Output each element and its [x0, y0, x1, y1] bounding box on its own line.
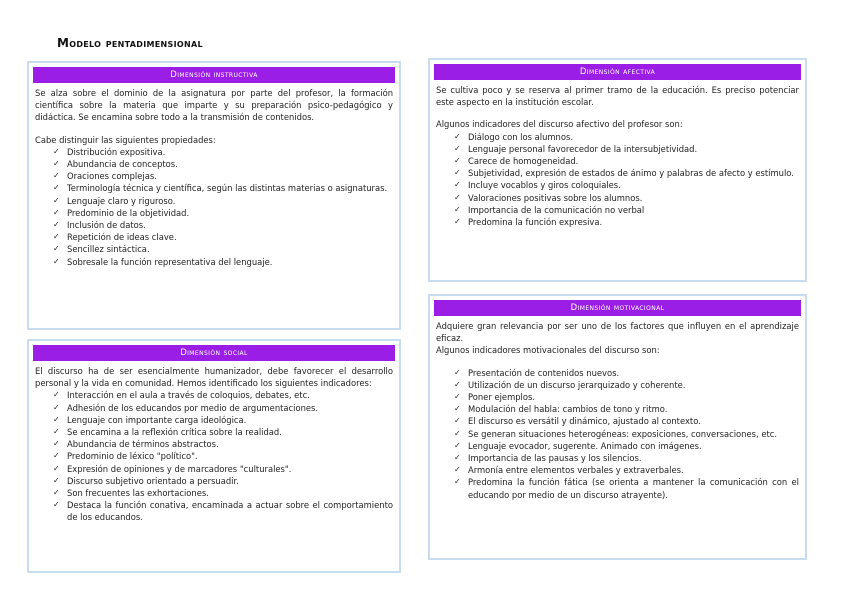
- intro-text: Se alza sobre el dominio de la asignatura por parte del profesor, la formación científica sobre la materia que imparte y su preparación psico-pedagógico y didáctica. Se encamina sobre todo a la transmisión de contenidos.: [35, 88, 393, 123]
- list-item: ✓ Repetición de ideas clave.: [53, 231, 393, 243]
- list-item: ✓ Discurso subjetivo orientado a persuadir.: [53, 475, 393, 487]
- card-instructiva: [27, 61, 401, 330]
- list-item: ✓ Lenguaje personal favorecedor de la intersubjetividad.: [454, 143, 799, 155]
- lead-text: Algunos indicadores del discurso afectivo del profesor son:: [436, 119, 683, 130]
- card-afectiva: [428, 58, 807, 282]
- list-item: ✓ Predomina la función fática (se orienta a mantener la comunicación con el educando por medio de un discurso atrayente).: [454, 476, 799, 500]
- intro-text: El discurso ha de ser esencialmente humanizador, debe favorecer el desarrollo personal y la vida en comunidad. Hemos identificado los siguientes indicadores:: [35, 366, 393, 389]
- list-item: ✓ Armonía entre elementos verbales y extraverbales.: [454, 464, 799, 476]
- list-item: ✓ Destaca la función conativa, encaminada a actuar sobre el comportamiento de los educandos.: [53, 499, 393, 523]
- card-body-motivacional: [430, 316, 805, 501]
- checklist-afectiva: [436, 131, 799, 229]
- list-item: ✓ Lenguaje claro y riguroso.: [53, 195, 393, 207]
- list-item: ✓ Adhesión de los educandos por medio de argumentaciones.: [53, 402, 393, 414]
- list-item: ✓ Incluye vocablos y giros coloquiales.: [454, 179, 799, 191]
- list-item: ✓ Valoraciones positivas sobre los alumnos.: [454, 192, 799, 204]
- list-item: ✓ Oraciones complejas.: [53, 170, 393, 182]
- list-item: ✓ Terminología técnica y científica, según las distintas materias o asignaturas.: [53, 182, 393, 194]
- list-item: ✓ Importancia de la comunicación no verbal: [454, 204, 799, 216]
- card-body-afectiva: [430, 80, 805, 228]
- list-item: ✓ Poner ejemplos.: [454, 391, 799, 403]
- checklist-motivacional: [436, 367, 799, 501]
- checklist-social: [35, 389, 393, 523]
- card-body-instructiva: [29, 83, 399, 268]
- card-header-social: Dimensión social: [33, 345, 395, 361]
- checklist-instructiva: [35, 146, 393, 268]
- list-item: ✓ Expresión de opiniones y de marcadores "culturales".: [53, 463, 393, 475]
- list-item: ✓ Predomina la función expresiva.: [454, 216, 799, 228]
- list-item: ✓ Predominio de léxico "político".: [53, 450, 393, 462]
- list-item: ✓ Se generan situaciones heterogéneas: exposiciones, conversaciones, etc.: [454, 428, 799, 440]
- list-item: ✓ Diálogo con los alumnos.: [454, 131, 799, 143]
- card-social: [27, 339, 401, 573]
- list-item: ✓ Se encamina a la reflexión crítica sobre la realidad.: [53, 426, 393, 438]
- list-item: ✓ Abundancia de términos abstractos.: [53, 438, 393, 450]
- card-header-afectiva: Dimensión afectiva: [434, 64, 801, 80]
- list-item: ✓ Sobresale la función representativa del lenguaje.: [53, 256, 393, 268]
- list-item: ✓ Importancia de las pausas y los silencios.: [454, 452, 799, 464]
- list-item: ✓ Predominio de la objetividad.: [53, 207, 393, 219]
- list-item: ✓ El discurso es versátil y dinámico, ajustado al contexto.: [454, 415, 799, 427]
- list-item: ✓ Lenguaje evocador, sugerente. Animado con imágenes.: [454, 440, 799, 452]
- card-header-motivacional: Dimensión motivacional: [434, 300, 801, 316]
- lead-text: Algunos indicadores motivacionales del discurso son:: [436, 345, 660, 356]
- list-item: ✓ Presentación de contenidos nuevos.: [454, 367, 799, 379]
- card-body-social: [29, 361, 399, 524]
- card-motivacional: [428, 294, 807, 560]
- intro-text: Se cultiva poco y se reserva al primer tramo de la educación. Es preciso potenciar este aspecto en la institución escolar.: [436, 85, 799, 108]
- list-item: ✓ Lenguaje con importante carga ideológica.: [53, 414, 393, 426]
- page-title: Modelo pentadimensional: [57, 36, 203, 50]
- lead-text: Cabe distinguir las siguientes propiedades:: [35, 134, 216, 145]
- list-item: ✓ Modulación del habla: cambios de tono y ritmo.: [454, 403, 799, 415]
- list-item: ✓ Subjetividad, expresión de estados de ánimo y palabras de afecto y estímulo.: [454, 167, 799, 179]
- list-item: ✓ Carece de homogeneidad.: [454, 155, 799, 167]
- list-item: ✓ Distribución expositiva.: [53, 146, 393, 158]
- intro-text: Adquiere gran relevancia por ser uno de los factores que influyen en el aprendizaje eficaz.: [436, 321, 799, 344]
- list-item: ✓ Utilización de un discurso jerarquizado y coherente.: [454, 379, 799, 391]
- list-item: ✓ Abundancia de conceptos.: [53, 158, 393, 170]
- card-header-instructiva: Dimensión instructiva: [33, 67, 395, 83]
- list-item: ✓ Son frecuentes las exhortaciones.: [53, 487, 393, 499]
- list-item: ✓ Interacción en el aula a través de coloquios, debates, etc.: [53, 389, 393, 401]
- list-item: ✓ Inclusión de datos.: [53, 219, 393, 231]
- list-item: ✓ Sencillez sintáctica.: [53, 243, 393, 255]
